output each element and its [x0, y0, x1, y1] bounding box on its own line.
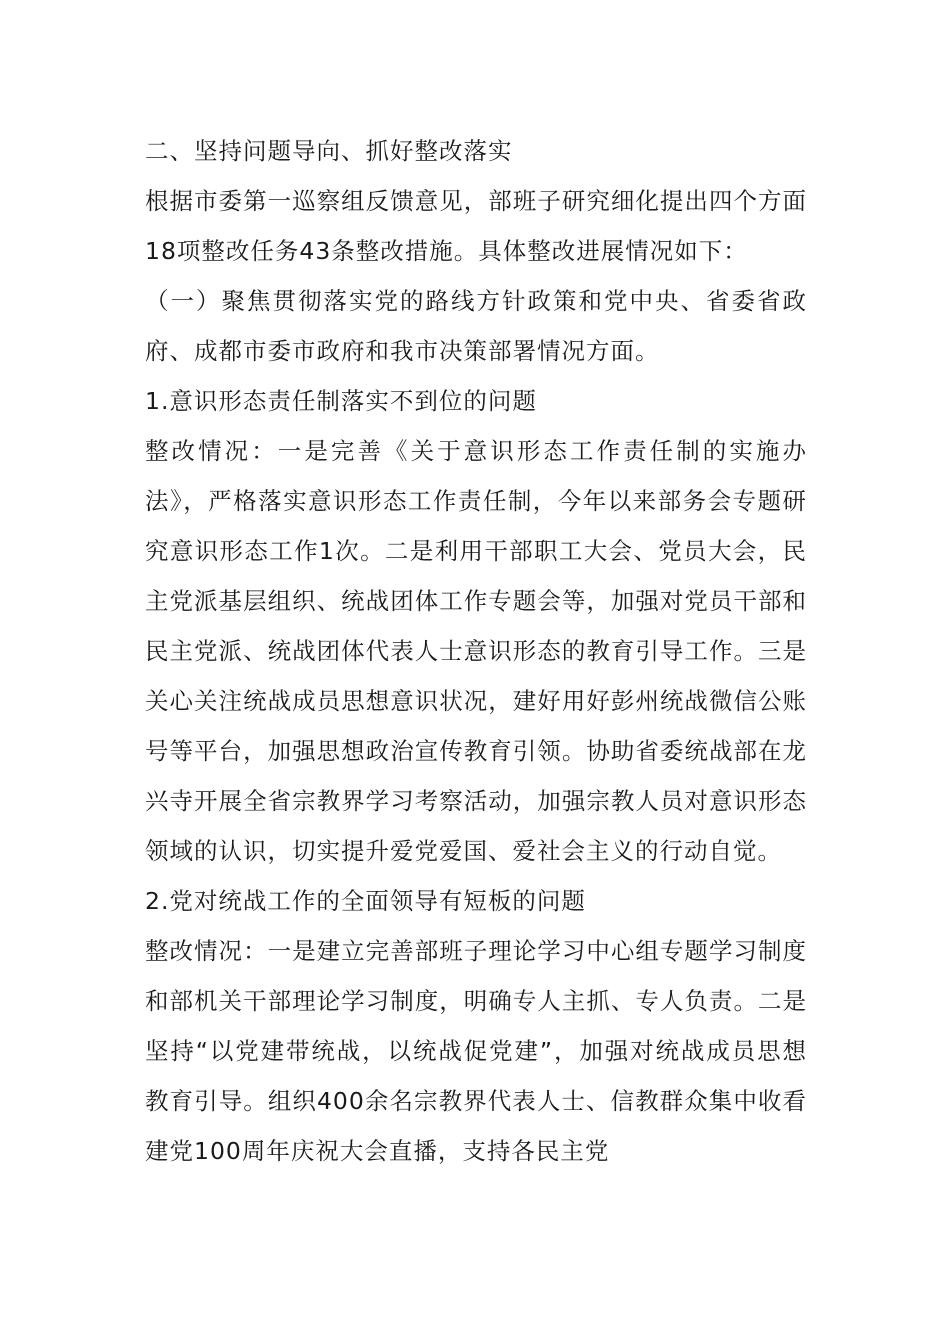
intro-paragraph: 根据市委第一巡察组反馈意见，部班子研究细化提出四个方面18项整改任务43条整改措施。具体整改进展情况如下：: [145, 187, 807, 265]
subsection-heading: （一）聚焦贯彻落实党的路线方针政策和党中央、省委省政府、成都市委市政府和我市决策部署情况方面。: [145, 287, 807, 365]
item2-body: 整改情况：一是建立完善部班子理论学习中心组专题学习制度和部机关干部理论学习制度，明确专人主抓、专人负责。二是坚持“以党建带统战，以统战促党建”，加强对统战成员思想教育引导。组织400余名宗教界代表人士、信教群众集中收看建党100周年庆祝大会直播，支持各民主党: [145, 937, 807, 1165]
item1-title: 1.意识形态责任制落实不到位的问题: [145, 387, 537, 415]
item1-body: 整改情况：一是完善《关于意识形态工作责任制的实施办法》，严格落实意识形态工作责任制，今年以来部务会专题研究意识形态工作1次。二是利用干部职工大会、党员大会，民主党派基层组织、统战团体工作专题会等，加强对党员干部和民主党派、统战团体代表人士意识形态的教育引导工作。三是关心关注统战成员思想意识状况，建好用好彭州统战微信公账号等平台，加强思想政治宣传教育引领。协助省委统战部在龙兴寺开展全省宗教界学习考察活动，加强宗教人员对意识形态领域的认识，切实提升爱党爱国、爱社会主义的行动自觉。: [145, 437, 807, 865]
section-heading: 二、坚持问题导向、抓好整改落实: [145, 137, 513, 165]
item2-title: 2.党对统战工作的全面领导有短板的问题: [145, 887, 586, 915]
document-body: [145, 126, 807, 1176]
